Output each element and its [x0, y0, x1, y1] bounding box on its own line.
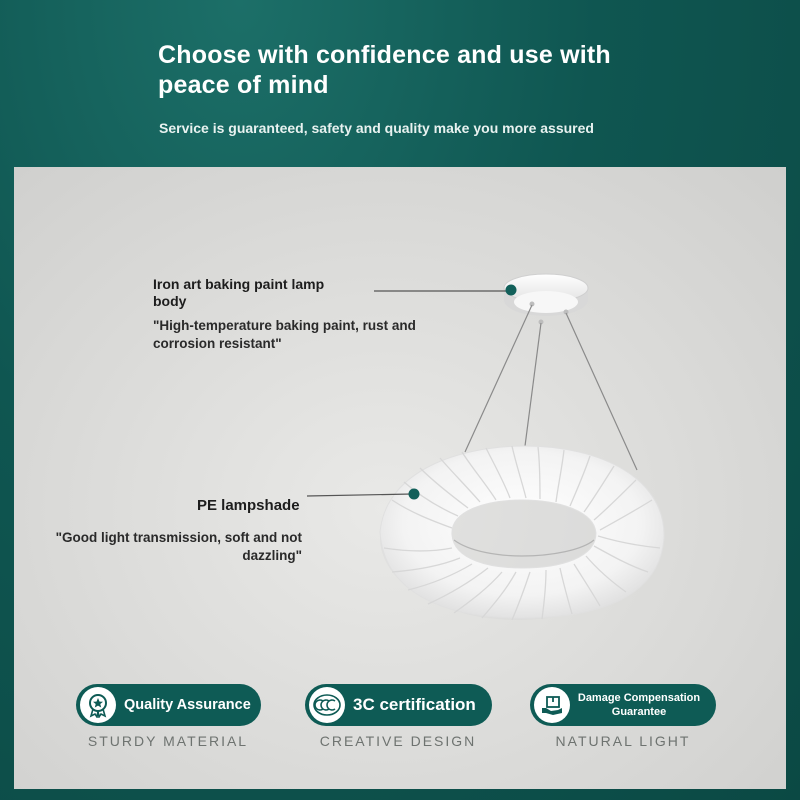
lampshade-marker: [409, 489, 420, 500]
page-subtitle: Service is guaranteed, safety and quality make you more assured: [159, 120, 594, 136]
badge-quality-assurance: [76, 684, 261, 726]
pe-lampshade-ring: [380, 446, 664, 620]
badge-label: Damage Compensation Guarantee: [577, 692, 701, 718]
badge-label: Quality Assurance: [124, 697, 251, 713]
ccc-icon: [309, 687, 345, 723]
badge-caption: STURDY MATERIAL: [87, 733, 249, 749]
badge-label: 3C certification: [353, 695, 476, 714]
medal-star-icon: [80, 687, 116, 723]
suspension-wires: [465, 305, 637, 470]
lamp-body-description: "High-temperature baking paint, rust and corrosion resistant": [153, 318, 416, 351]
lamp-body-marker: [506, 285, 517, 296]
badge-caption: CREATIVE DESIGN: [319, 733, 477, 749]
page-title: Choose with confidence and use with peace of mind: [158, 41, 611, 99]
badge-3c-certification: [305, 684, 492, 726]
ceiling-canopy: [504, 274, 588, 325]
box-hand-icon: [534, 687, 570, 723]
lampshade-description: "Good light transmission, soft and not dazzling": [55, 530, 302, 563]
badge-caption: NATURAL LIGHT: [555, 733, 691, 749]
lamp-body-title: Iron art baking paint lamp body: [153, 276, 325, 309]
lampshade-title: PE lampshade: [197, 497, 300, 514]
badge-damage-compensation: [530, 684, 716, 726]
